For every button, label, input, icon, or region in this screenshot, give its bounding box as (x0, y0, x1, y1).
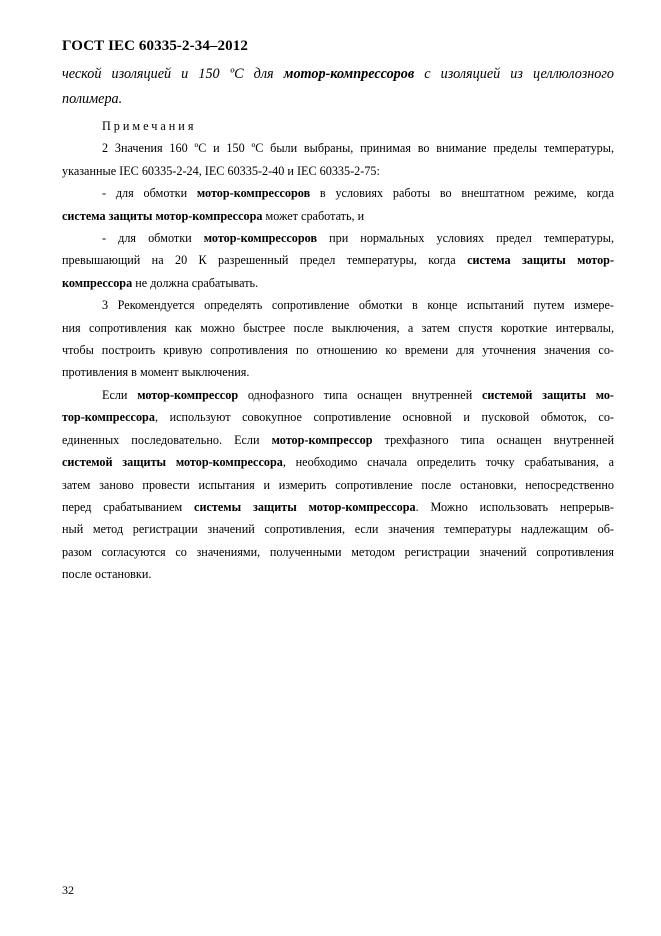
term-bold: мотор-компрессоров (196, 186, 311, 201)
text-line (62, 205, 614, 227)
note-2 (62, 137, 614, 182)
term-bold: системой защиты мо- (481, 387, 614, 402)
text-run: единенных последовательно. Если (62, 432, 272, 447)
term-bold: мотор-компрессор (137, 387, 239, 402)
term-bold: тор-компрессора (62, 410, 155, 425)
intro-line: полимера. (62, 91, 123, 107)
text-line: 3 Рекомендуется определять сопротивление обмотки в конце испытаний путем измере- (102, 298, 614, 313)
text-run: - для обмотки (102, 231, 204, 246)
intro-paragraph (62, 62, 614, 112)
text-run: , необходимо сначала определить точку срабатывания, а (282, 455, 614, 470)
main-paragraph (62, 384, 614, 586)
text-line: чтобы построить кривую сопротивления по отношению ко времени для уточнения значения со- (62, 343, 614, 358)
text-run: . Можно использовать непрерыв- (415, 499, 614, 514)
text-line: ния сопротивления как можно быстрее после выключения, а затем спустя короткие интервалы, (62, 320, 614, 335)
text-line (62, 272, 614, 294)
text-line (62, 227, 614, 249)
text-line: 2 Значения 160 ºС и 150 ºС были выбраны, принимая во внимание пределы температуры, (102, 141, 614, 156)
text-line: разом согласуются со значениями, полученными методом регистрации значений сопротивления (62, 544, 614, 559)
text-line (62, 182, 614, 204)
term-bold: компрессора (62, 275, 133, 290)
text-run: ческой изоляцией и 150 ºС для (62, 66, 284, 82)
term-bold: системой защиты мотор-компрессора (62, 455, 283, 470)
term-bold: мотор-компрессор (271, 432, 373, 447)
text-run: перед срабатыванием (62, 499, 195, 514)
text-line: противления в момент выключения. (62, 365, 250, 380)
text-run: , используют совокупное сопротивление основной и пусковой обмоток, со- (154, 410, 614, 425)
text-run: превышающий на 20 К разрешенный предел температуры, когда (62, 253, 468, 268)
text-run: однофазного типа оснащен внутренней (238, 387, 482, 402)
text-run: не должна срабатывать. (132, 275, 259, 290)
text-line (62, 496, 614, 518)
intro-line (62, 62, 614, 87)
text-line: указанные IEC 60335-2-24, IEC 60335-2-40 и IEC 60335-2-75: (62, 163, 380, 178)
text-line (62, 429, 614, 451)
text-run: - для обмотки (102, 186, 197, 201)
text-line (62, 406, 614, 428)
text-run: Если (102, 387, 138, 402)
text-line: затем заново провести испытания и измерить сопротивление после остановки, непосредственно (62, 477, 614, 492)
note-3 (62, 294, 614, 384)
text-line: после остановки. (62, 567, 152, 582)
term-bold: мотор-компрессоров (283, 66, 415, 82)
text-line: ный метод регистрации значений сопротивления, если значения температуры надлежащим об- (62, 522, 614, 537)
page-number: 32 (62, 883, 74, 897)
list-item-2 (62, 227, 614, 294)
text-run: при нормальных условиях предел температуры, (317, 231, 614, 246)
document-header: ГОСТ IEC 60335-2-34–2012 (62, 38, 248, 54)
text-line (62, 384, 614, 406)
document-body (62, 62, 614, 586)
notes-heading: Примечания (102, 119, 197, 133)
text-run: трехфазного типа оснащен внутренней (372, 432, 614, 447)
term-bold: система защиты мотор-компрессора (62, 208, 263, 223)
text-run: в условиях работы во внештатном режиме, когда (310, 186, 614, 201)
text-line (62, 249, 614, 271)
term-bold: мотор-компрессоров (203, 231, 318, 246)
term-bold: системы защиты мотор-компрессора (194, 499, 416, 514)
text-line (62, 451, 614, 473)
list-item-1 (62, 182, 614, 227)
text-run: с изоляцией из целлюлозного (414, 66, 614, 82)
text-run: может сработать, и (262, 208, 365, 223)
term-bold: система защиты мотор- (467, 253, 615, 268)
